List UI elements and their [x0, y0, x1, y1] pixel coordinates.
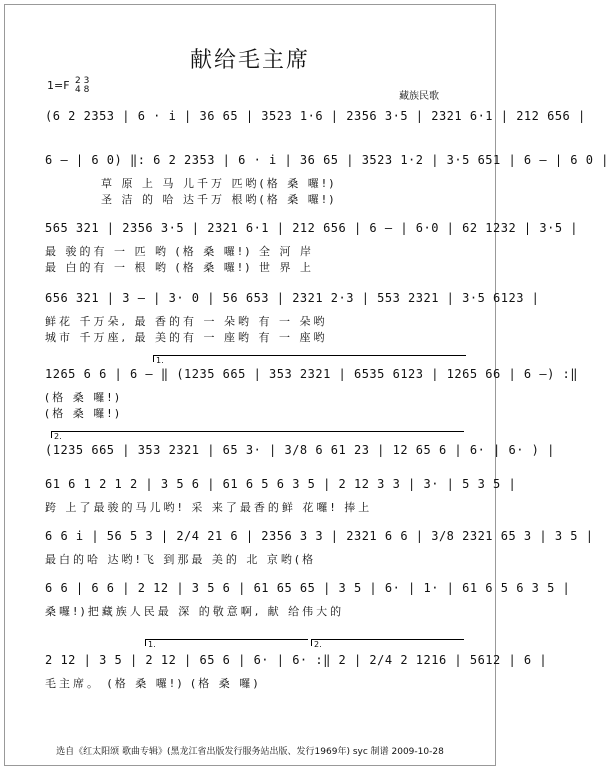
notation-row: 1265 6 6 | 6 – ‖ (1235 665 | 353 2321 | 6535 6123 | 1265 66 | 6 –) :‖	[45, 367, 578, 381]
lyric-line: 毛主席。 (格 桑 囉!) (格 桑 囉)	[45, 677, 261, 690]
time-signature	[75, 77, 89, 95]
lyric-line: 最白的哈 达哟!飞 到那最 美的 北 京哟(格	[45, 553, 317, 566]
song-title: 献给毛主席	[189, 48, 310, 73]
notation-row: 6 6 | 6 6 | 2 12 | 3 5 6 | 61 65 65 | 3 5 | 6· | 1· | 61 6 5 6 3 5 |	[45, 581, 571, 595]
lyric-line: 跨 上了最骏的马儿哟! 采 来了最香的鲜 花囉! 捧上	[45, 501, 373, 514]
lyric-line: 城市 千万座, 最 美的有 一 座哟 有 一 座哟	[45, 331, 328, 344]
notation-row: 656 321 | 3 – | 3· 0 | 56 653 | 2321 2·3 | 553 2321 | 3·5 6123 |	[45, 291, 540, 305]
score-page	[4, 4, 609, 766]
lyric-line: 草 原 上 马 儿千万 匹哟(格 桑 囉!)	[101, 177, 337, 190]
notation-row: 2 12 | 3 5 | 2 12 | 65 6 | 6· | 6· :‖ 2 | 2/4 2 1216 | 5612 | 6 |	[45, 653, 548, 667]
lyric-line: (格 桑 囉!)	[45, 407, 122, 420]
meter-top: 2 3	[75, 76, 90, 86]
notation-row: (1235 665 | 353 2321 | 65 3· | 3/8 6 61 23 | 12 65 6 | 6· | 6· ) |	[45, 443, 555, 457]
volta-2: 2.	[51, 431, 464, 438]
notation-row: 6 6 i | 56 5 3 | 2/4 21 6 | 2356 3 3 | 2321 6 6 | 3/8 2321 65 3 | 3 5 |	[45, 529, 594, 543]
key-signature	[47, 77, 89, 95]
lyric-line: 最 骏的有 一 匹 哟 (格 桑 囉!) 全 河 岸	[45, 245, 314, 258]
volta-1: 1.	[145, 639, 308, 646]
notation-row: 6 – | 6 0) ‖: 6 2 2353 | 6 · i | 36 65 | 3523 1·2 | 3·5 651 | 6 – | 6 0 |	[45, 153, 609, 167]
lyric-line: (格 桑 囉!)	[45, 391, 122, 404]
meter-bottom: 4 8	[75, 85, 90, 95]
lyric-line: 圣 洁 的 哈 达千万 根哟(格 桑 囉!)	[101, 193, 337, 206]
song-origin: 藏族民歌	[399, 91, 439, 102]
notation-row: (6 2 2353 | 6 · i | 36 65 | 3523 1·6 | 2356 3·5 | 2321 6·1 | 212 656 |	[45, 109, 586, 123]
volta-1: 1.	[153, 355, 466, 362]
lyric-line: 鲜花 千万朵, 最 香的有 一 朵哟 有 一 朵哟	[45, 315, 328, 328]
notation-row: 565 321 | 2356 3·5 | 2321 6·1 | 212 656 | 6 – | 6·0 | 62 1232 | 3·5 |	[45, 221, 578, 235]
lyric-line: 最 白的有 一 根 哟 (格 桑 囉!) 世 界 上	[45, 261, 314, 274]
source-footer: 选自《红太阳颂 歌曲专辑》(黑龙江省出版发行服务站出版、发行1969年) syc 制谱 2009-10-28	[56, 747, 444, 757]
notation-row: 61 6 1 2 1 2 | 3 5 6 | 61 6 5 6 3 5 | 2 12 3 3 | 3· | 5 3 5 |	[45, 477, 517, 491]
lyric-line: 桑囉!)把藏族人民最 深 的敬意啊, 献 给伟大的	[45, 605, 345, 618]
key-label: 1=F	[47, 79, 70, 92]
volta-2: 2.	[311, 639, 464, 646]
